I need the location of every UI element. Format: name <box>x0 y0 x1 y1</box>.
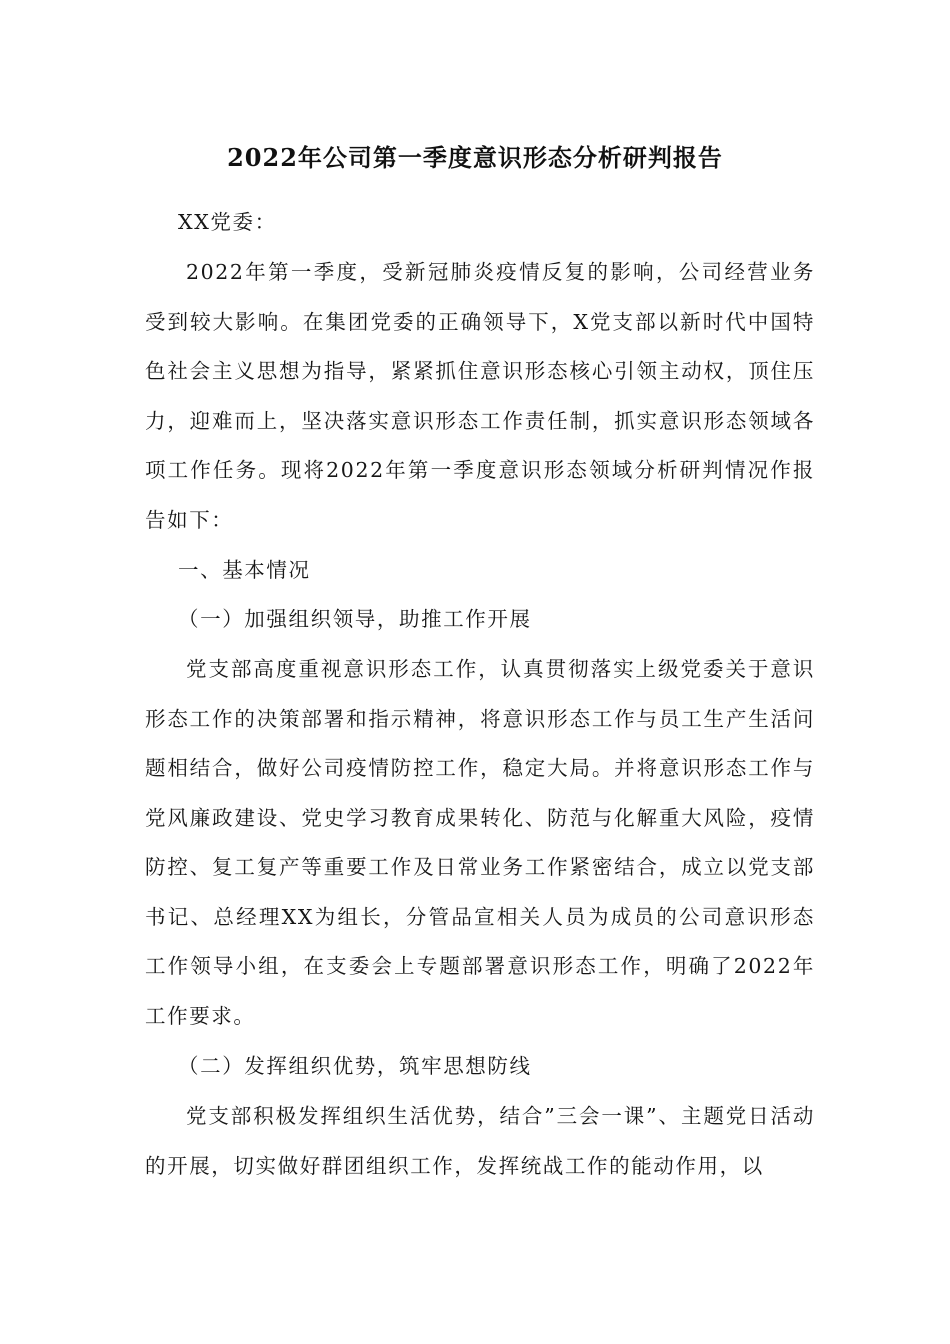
document-title: 2022年公司第一季度意识形态分析研判报告 <box>227 143 723 172</box>
subsection-heading-2: （二）发挥组织优势，筑牢思想防线 <box>178 1054 532 1078</box>
subsection-1-paragraph: 党支部高度重视意识形态工作，认真贯彻落实上级党委关于意识形态工作的决策部署和指示精神，将意识形态工作与员工生产生活问题相结合，做好公司疫情防控工作，稳定大局。并将意识形态工作与党风廉政建设、党史学习教育成果转化、防范与化解重大风险，疫情防控、复工复产等重要工作及日常业务工作紧密结合，成立以党支部书记、总经理XX为组长，分管品宣相关人员为成员的公司意识形态工作领导小组，在支委会上专题部署意识形态工作，明确了2022年工作要求。 <box>145 657 815 1028</box>
salutation: XX党委： <box>178 210 277 234</box>
subsection-heading-1: （一）加强组织领导，助推工作开展 <box>178 607 532 631</box>
intro-paragraph: 2022年第一季度，受新冠肺炎疫情反复的影响，公司经营业务受到较大影响。在集团党委的正确领导下，X党支部以新时代中国特色社会主义思想为指导，紧紧抓住意识形态核心引领主动权，顶住压力，迎难而上，坚决落实意识形态工作责任制，抓实意识形态领域各项工作任务。现将2022年第一季度意识形态领域分析研判情况作报告如下： <box>145 260 815 532</box>
section-heading-basic-situation: 一、基本情况 <box>178 558 311 582</box>
subsection-2-paragraph: 党支部积极发挥组织生活优势，结合”三会一课”、主题党日活动的开展，切实做好群团组织工作，发挥统战工作的能动作用，以 <box>145 1104 815 1178</box>
